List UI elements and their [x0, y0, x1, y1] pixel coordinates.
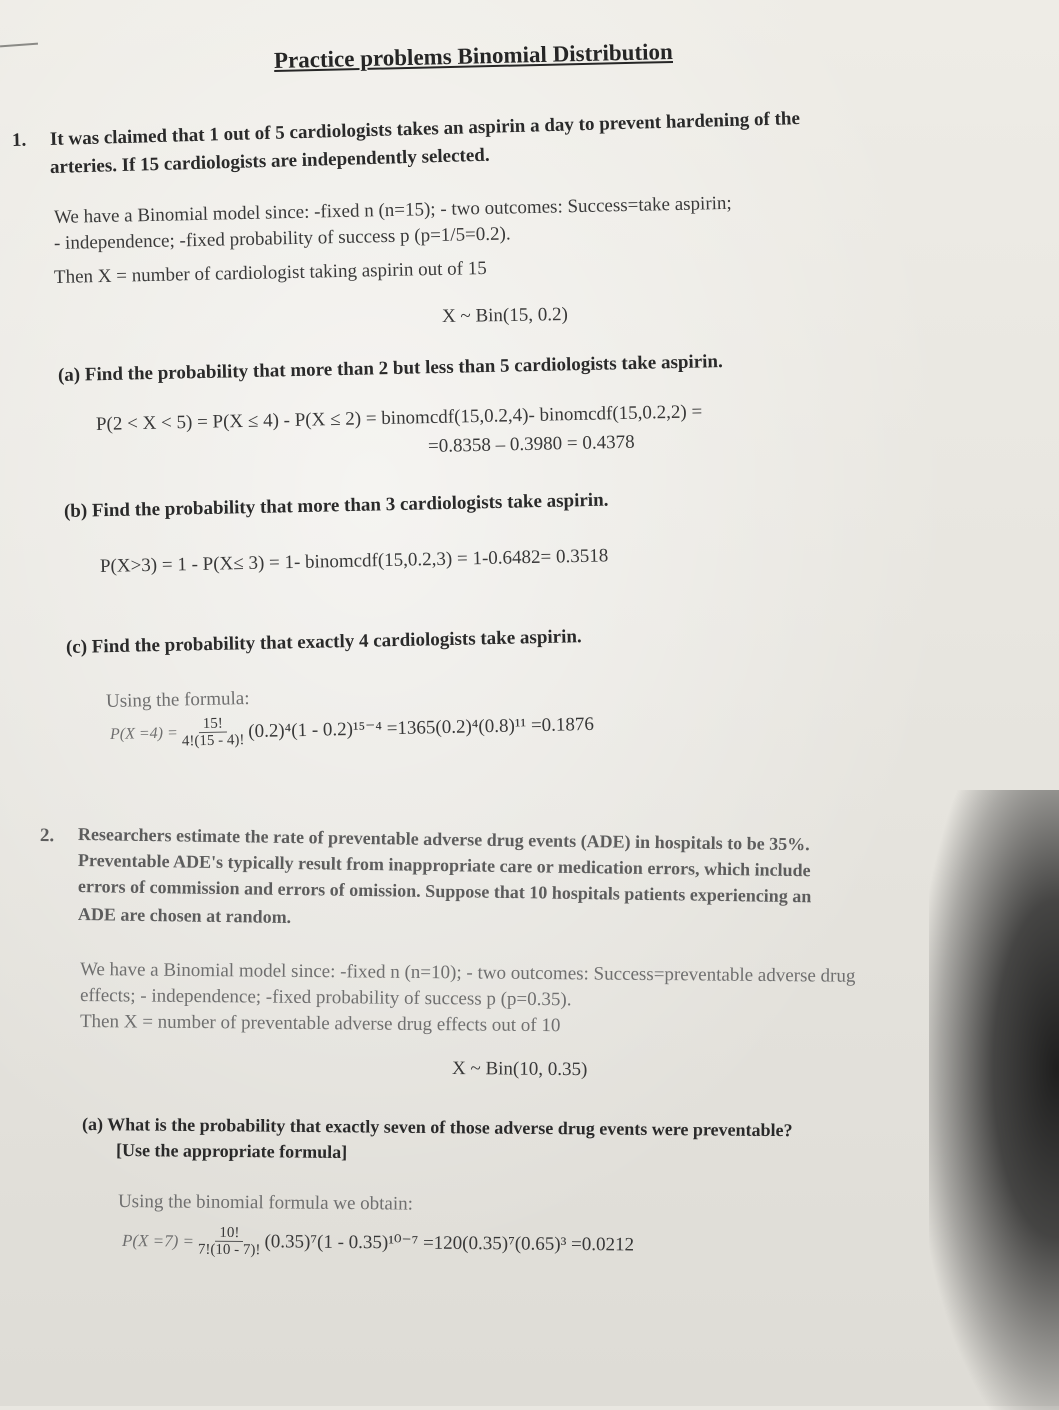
- question-2-text-line-1: Researchers estimate the rate of preventable adverse drug events (ADE) in hospitals to be 35%.: [77, 824, 810, 855]
- distribution-1: X ~ Bin(15, 0.2): [441, 304, 569, 327]
- work-1a-line-1: P(2 < X < 5) = P(X ≤ 4) - P(X ≤ 2) = binomcdf(15,0.2,4)- binomcdf(15,0.2,2) =: [95, 401, 703, 435]
- model-2-line-1: We have a Binomial model since: -fixed n (n=10); - two outcomes: Success=preventable adverse drug: [79, 959, 856, 987]
- question-1-text-line-1: It was claimed that 1 out of 5 cardiologists takes an aspirin a day to prevent hardening of the: [49, 108, 801, 150]
- formula-rhs: (0.2)⁴(1 - 0.2)¹⁵⁻⁴ =1365(0.2)⁴(0.8)¹¹ =0.1876: [248, 713, 595, 743]
- formula-lhs: P(X =4) =: [109, 724, 178, 743]
- question-2-text-line-2: Preventable ADE's typically result from inappropriate care or medication errors, which include: [77, 850, 811, 881]
- fraction-numerator: 10!: [215, 1225, 243, 1242]
- question-1c: (c) Find the probability that exactly 4 cardiologists take aspirin.: [65, 626, 582, 658]
- formula-rhs: (0.35)⁷(1 - 0.35)¹⁰⁻⁷ =120(0.35)⁷(0.65)³ =0.0212: [264, 1231, 635, 1256]
- distribution-2: X ~ Bin(10, 0.35): [451, 1058, 588, 1081]
- page-title: Practice problems Binomial Distribution: [273, 38, 674, 73]
- model-line-1: We have a Binomial model since: -fixed n (n=15); - two outcomes: Success=take aspirin;: [53, 192, 732, 228]
- question-2a-line-2: [Use the appropriate formula]: [115, 1140, 348, 1163]
- fraction-denominator: 4!(15 - 4)!: [181, 732, 245, 750]
- work-1b-line-1: P(X>3) = 1 - P(X≤ 3) = 1- binomcdf(15,0.2,3) = 1-0.6482= 0.3518: [99, 545, 609, 577]
- fraction: [179, 715, 246, 749]
- formula-intro-1c: Using the formula:: [105, 687, 250, 712]
- pen-mark: [0, 43, 38, 48]
- model-line-2: - independence; -fixed probability of success p (p=1/5=0.2).: [53, 223, 511, 254]
- model-2-line-3: Then X = number of preventable adverse drug effects out of 10: [79, 1011, 561, 1037]
- finger-shadow: [929, 790, 1059, 1410]
- question-number: 1.: [11, 129, 27, 151]
- question-2-number: 2.: [39, 825, 55, 847]
- question-2-text-line-3: errors of commission and errors of omission. Suppose that 10 hospitals patients experiencing an: [77, 876, 812, 907]
- formula-2a: [122, 1224, 634, 1261]
- question-1a: (a) Find the probability that more than 2 but less than 5 cardiologists take aspirin.: [57, 351, 723, 386]
- work-1a-line-2: =0.8358 – 0.3980 = 0.4378: [427, 431, 635, 457]
- model-2-line-2: effects; - independence; -fixed probability of success p (p=0.35).: [79, 985, 572, 1011]
- model-line-3: Then X = number of cardiologist taking aspirin out of 15: [53, 257, 487, 288]
- formula-lhs: P(X =7) =: [121, 1230, 195, 1251]
- formula-1c: [110, 708, 595, 751]
- fraction-numerator: 15!: [199, 716, 227, 734]
- question-2a-line-1: (a) What is the probability that exactly seven of those adverse drug events were preventable?: [81, 1114, 793, 1141]
- question-1-text-line-2: arteries. If 15 cardiologists are independently selected.: [49, 144, 490, 178]
- question-1b: (b) Find the probability that more than 3 cardiologists take aspirin.: [63, 489, 609, 522]
- fraction-denominator: 7!(10 - 7)!: [197, 1241, 261, 1259]
- formula-intro-2a: Using the binomial formula we obtain:: [117, 1191, 414, 1215]
- question-1: [12, 130, 27, 152]
- fraction: [196, 1225, 263, 1259]
- question-2-text-line-4: ADE are chosen at random.: [77, 904, 292, 927]
